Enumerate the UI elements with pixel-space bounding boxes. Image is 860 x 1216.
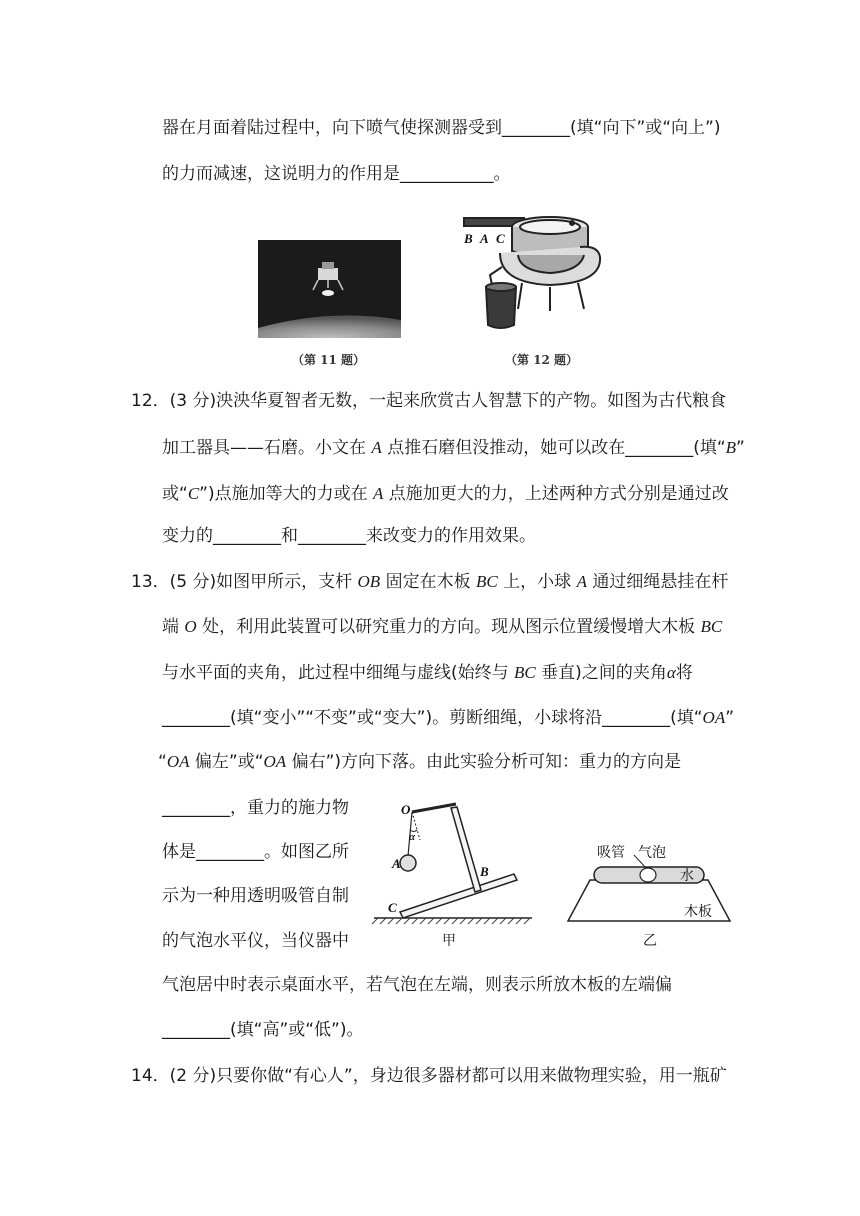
q13-line-2: 端 O 处，利用此装置可以研究重力的方向。现从图示位置缓慢增大木板 BC [162,617,723,637]
millstone-label-b: B [464,231,473,246]
q11-line-2: 的力而减速，这说明力的作用是___________。 [162,164,511,184]
q13-line-11: ________(填“高”或“低”)。 [162,1020,364,1040]
yi-label-straw: 吸管 [597,845,625,861]
jia-label-c: C [388,900,397,915]
q12-line-3: 或“C”)点施加等大的力或在 A 点施加更大的力，上述两种方式分别是通过改 [162,484,729,504]
q13-line-4: ________(填“变小”“不变”或“变大”)。剪断细绳，小球将沿________(填“OA” [162,708,735,728]
lunar-lander-photo [258,240,401,338]
yi-label-water: 水 [680,868,694,884]
jia-label-b: B [480,864,489,879]
q13-line-1: 13．(5 分)如图甲所示，支杆 OB 固定在木板 BC 上，小球 A 通过细绳悬挂在杆 [131,572,729,592]
figure-yi-bubble-level [560,835,732,960]
q13-line-10: 气泡居中时表示桌面水平，若气泡在左端，则表示所放木板的左端偏 [162,975,672,995]
q14-line-1: 14．(2 分)只要你做“有心人”，身边很多器材都可以用来做物理实验，用一瓶矿 [131,1066,727,1086]
q13-line-6: ________，重力的施力物 [162,798,349,818]
jia-caption: 甲 [442,933,456,949]
yi-label-bubble: 气泡 [638,845,666,861]
q13-line-8: 示为一种用透明吸管自制 [162,886,349,906]
jia-label-alpha: α [409,831,416,843]
millstone-figure [460,205,610,335]
q13-line-9: 的气泡水平仪，当仪器中 [162,931,349,951]
q13-line-7: 体是________。如图乙所 [162,842,349,862]
q12-line-1: 12．(3 分)泱泱华夏智者无数，一起来欣赏古人智慧下的产物。如图为古代粮食 [131,391,727,411]
jia-label-a: A [392,856,401,871]
millstone-label-a: A [480,231,489,246]
q13-line-3: 与水平面的夹角，此过程中细绳与虚线(始终与 BC 垂直)之间的夹角α将 [162,663,693,683]
jia-label-o: O [401,802,411,817]
figure-11-caption: （第 11 题） [292,353,366,367]
q11-line-1: 器在月面着陆过程中，向下喷气使探测器受到________(填“向下”或“向上”) [162,118,721,138]
q12-line-2: 加工器具——石磨。小文在 A 点推石磨但没推动，她可以改在________(填“B” [162,438,745,458]
figure-12-caption: （第 12 题） [505,353,579,367]
millstone-label-c: C [496,231,505,246]
q12-line-4: 变力的________和________来改变力的作用效果。 [162,526,536,546]
q13-line-5: “OA 偏左”或“OA 偏右”)方向下落。由此实验分析可知：重力的方向是 [158,752,682,772]
yi-caption: 乙 [643,933,657,949]
figure-jia-pendulum [364,790,534,960]
yi-label-board: 木板 [684,904,712,920]
